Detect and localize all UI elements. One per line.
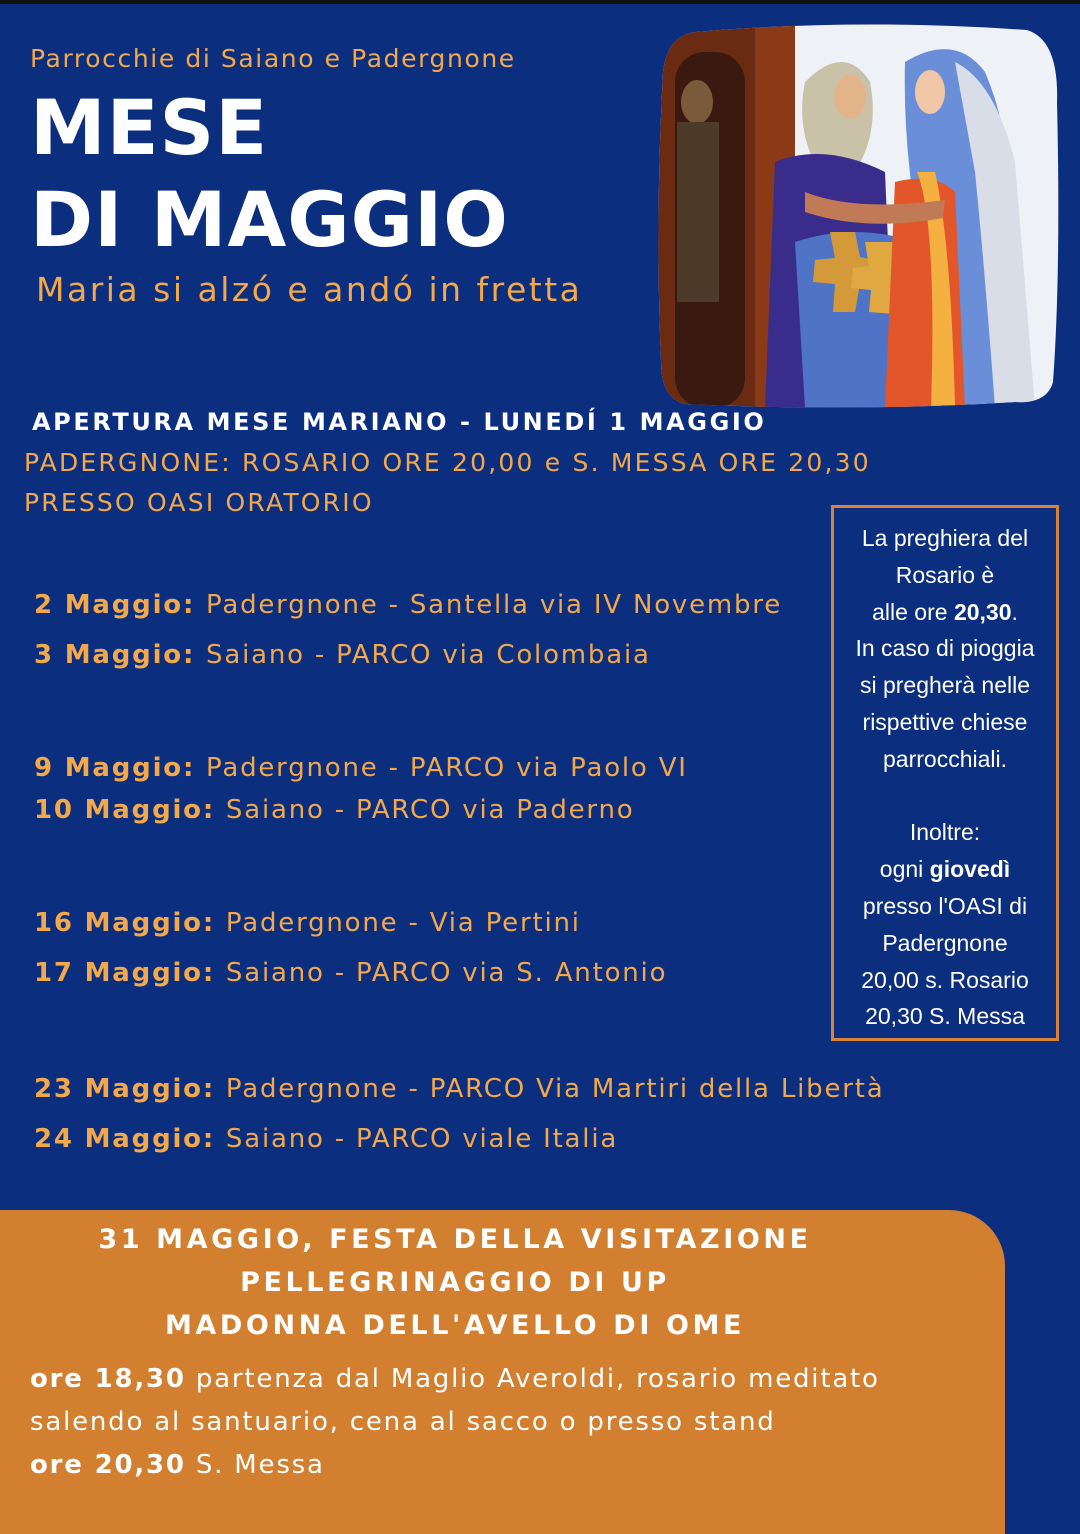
- visitation-painting: [655, 22, 1063, 408]
- event-date: 17 Maggio: [34, 958, 203, 988]
- title-line-2: DI MAGGIO: [30, 175, 509, 264]
- feast-detail-2: salendo al santuario, cena al sacco o presso stand: [30, 1407, 776, 1437]
- top-edge: [0, 0, 1080, 4]
- event-place: Saiano - PARCO via Paderno: [225, 795, 635, 825]
- feast-line-2: PELLEGRINAGGIO DI UP: [240, 1267, 670, 1298]
- info-spacer: [834, 778, 1056, 815]
- event-date: 10 Maggio: [34, 795, 203, 825]
- info-line: si pregherà nelle: [859, 672, 1031, 699]
- event-date: 3 Maggio: [34, 640, 183, 670]
- event-item: 2 Maggio: Padergnone - Santella via IV Novembre: [34, 590, 783, 620]
- event-date: 9 Maggio: [34, 753, 183, 783]
- event-place: Padergnone - Via Pertini: [225, 908, 581, 938]
- event-place: Padergnone - PARCO Via Martiri della Libertà: [225, 1074, 885, 1104]
- info-line: In caso di pioggia: [855, 635, 1035, 662]
- page-title: [30, 82, 509, 266]
- info-box: [831, 505, 1059, 1041]
- feast-line-3: MADONNA DELL'AVELLO DI OME: [164, 1310, 746, 1341]
- event-place: Padergnone - Santella via IV Novembre: [206, 590, 783, 620]
- title-line-1: MESE: [30, 83, 269, 172]
- info-line: 20,00 s. Rosario: [861, 966, 1029, 993]
- info-line: Padergnone: [882, 929, 1008, 956]
- info-line: La preghiera del: [861, 525, 1029, 551]
- info-line: parrocchiali.: [883, 745, 1007, 772]
- opening-line-1: PADERGNONE: ROSARIO ORE 20,00 e S. MESSA ORE 20,30: [24, 448, 871, 477]
- info-line: Rosario è: [895, 561, 995, 588]
- event-item: 23 Maggio: Padergnone - PARCO Via Martiri della Libertà: [34, 1074, 885, 1104]
- feast-detail-1: ore 18,30 partenza dal Maglio Averoldi, rosario meditato: [30, 1364, 880, 1394]
- subtitle: Maria si alzó e andó in fretta: [36, 270, 583, 309]
- event-item: 16 Maggio: Padergnone - Via Pertini: [34, 908, 581, 938]
- organizer: Parrocchie di Saiano e Padergnone: [30, 44, 516, 73]
- event-place: Saiano - PARCO viale Italia: [225, 1124, 619, 1154]
- info-line: Inoltre:: [909, 819, 981, 846]
- event-place: Padergnone - PARCO via Paolo VI: [206, 753, 688, 783]
- info-line: presso l'OASI di: [862, 892, 1028, 919]
- info-line: alle ore 20,30.: [872, 598, 1018, 625]
- event-item: 24 Maggio: Saiano - PARCO viale Italia: [34, 1124, 619, 1154]
- event-date: 24 Maggio: [34, 1124, 203, 1154]
- opening-line-2: PRESSO OASI ORATORIO: [24, 488, 374, 517]
- event-place: Saiano - PARCO via Colombaia: [206, 640, 651, 670]
- feast-band: [0, 1210, 1005, 1534]
- event-item: 10 Maggio: Saiano - PARCO via Paderno: [34, 795, 635, 825]
- feast-line-1: 31 MAGGIO, FESTA DELLA VISITAZIONE: [98, 1224, 812, 1255]
- feast-detail-3: ore 20,30 S. Messa: [30, 1450, 325, 1480]
- info-line: rispettive chiese: [862, 708, 1028, 735]
- event-date: 23 Maggio: [34, 1074, 203, 1104]
- event-item: 3 Maggio: Saiano - PARCO via Colombaia: [34, 640, 651, 670]
- info-line: 20,30 S. Messa: [865, 1003, 1025, 1030]
- event-date: 16 Maggio: [34, 908, 203, 938]
- event-place: Saiano - PARCO via S. Antonio: [225, 958, 668, 988]
- info-line: ogni giovedì: [879, 856, 1011, 883]
- event-item: 9 Maggio: Padergnone - PARCO via Paolo VI: [34, 753, 688, 783]
- event-item: 17 Maggio: Saiano - PARCO via S. Antonio: [34, 958, 668, 988]
- opening-heading: APERTURA MESE MARIANO - LUNEDÍ 1 MAGGIO: [32, 408, 767, 436]
- event-date: 2 Maggio: [34, 590, 183, 620]
